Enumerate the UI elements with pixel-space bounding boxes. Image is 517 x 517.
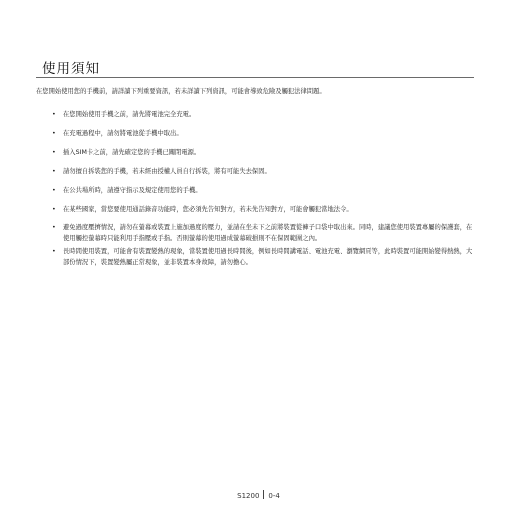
list-item-text: 在公共場所時，請遵守指示及規定使用您的手機。	[63, 187, 202, 194]
intro-paragraph: 在您開始使用您的手機前，請詳讀下列重要資訊，若未詳讀下列資訊，可能會導致危險及觸犯法律問題。	[36, 88, 326, 95]
list-item-text: 在您開始使用手機之前，請先將電池完全充電。	[63, 111, 196, 118]
page-footer	[0, 490, 517, 500]
list-item	[52, 167, 478, 178]
bullet: •	[52, 224, 56, 231]
list-item-text: 避免過度壓擠情況，請勿在螢幕或裝置上施加過度的壓力，並請在坐未下之前將裝置從褲子口袋中取出來。同時，建議您使用裝置專屬的保護套，在使用觸控螢幕時只能利用手指壓或手指。否則螢幕的使用過成螢幕破損則不在保固範圍之內。	[63, 224, 473, 242]
model-name: S1200	[237, 492, 260, 500]
bullet: •	[52, 130, 56, 137]
list-item	[52, 247, 478, 268]
list-item	[52, 129, 478, 140]
bullet: •	[52, 187, 56, 194]
bullet: •	[52, 168, 56, 175]
list-item	[52, 186, 478, 197]
footer-separator	[263, 490, 264, 499]
bullet: •	[52, 206, 56, 213]
list-item-text: 插入SIM卡之前，請先確定您的手機已關閉電源。	[63, 149, 201, 156]
title-divider	[36, 77, 474, 78]
list-item-text: 在充電過程中，請勿將電池從手機中取出。	[63, 130, 183, 137]
notice-list	[52, 110, 478, 268]
list-item	[52, 148, 478, 159]
page-title: 使用須知	[42, 61, 100, 77]
bullet: •	[52, 111, 56, 118]
list-item	[52, 205, 478, 216]
bullet: •	[52, 149, 56, 156]
list-item	[52, 110, 478, 121]
list-item	[52, 223, 478, 244]
page-number: 0-4	[268, 492, 280, 500]
list-item-text: 長時間使用裝置，可能會有裝置變熱的現象，當裝置使用過長時間後，例如長時間講電話、電池充電、瀏覽網頁等，此時裝置可能開始變得熱熱，大部份情況下，裝置變熱屬正常現象，並非裝置本身故障，請勿擔心。	[63, 248, 473, 266]
bullet: •	[52, 248, 56, 255]
list-item-text: 在某些國家，當您要使用通話錄音功能時，您必須先告知對方，若未先告知對方，可能會觸犯當地法令。	[63, 206, 353, 213]
list-item-text: 請勿擅自拆裝您的手機，若未經由授權人員自行拆裝，將有可能失去保固。	[63, 168, 271, 175]
